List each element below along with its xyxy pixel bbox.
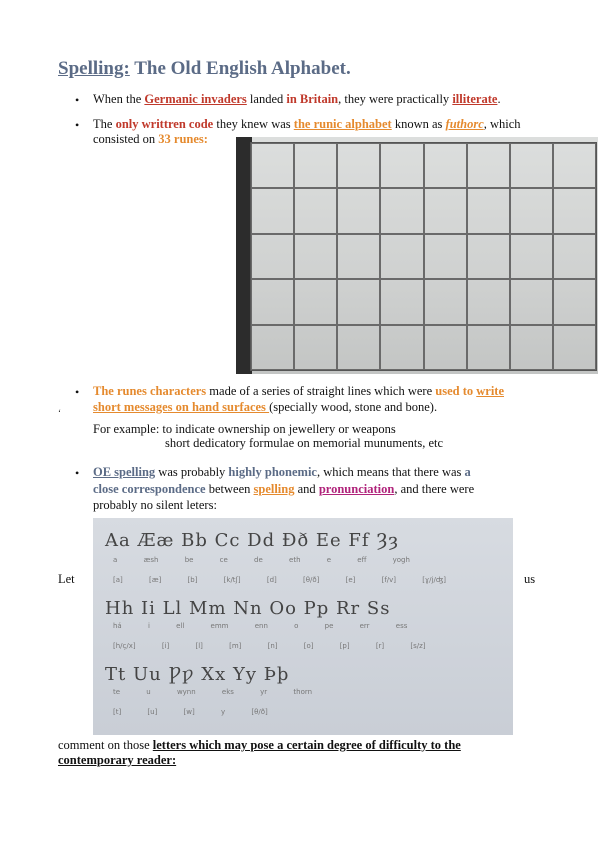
title-spelling: Spelling:	[58, 58, 130, 79]
text: , which means that there was	[316, 465, 465, 479]
text: The	[93, 117, 116, 131]
rune-cell	[337, 279, 380, 324]
text: known as	[391, 117, 446, 131]
rune-cell	[510, 234, 553, 279]
text: .	[497, 92, 501, 106]
rune-cell	[467, 279, 510, 324]
futhorc: futhorc	[445, 117, 484, 131]
rune-cell	[380, 279, 423, 324]
text: , which	[483, 117, 521, 131]
rune-cell	[251, 234, 294, 279]
text: consisted on	[93, 132, 159, 146]
highly-phonemic: highly phonemic	[228, 465, 317, 479]
rune-cell	[553, 234, 596, 279]
runes-characters: The runes characters	[93, 384, 207, 398]
rune-cell	[467, 143, 510, 188]
rune-cell	[294, 325, 337, 370]
only-written-code: only writtren code	[115, 117, 214, 131]
rune-cell	[510, 188, 553, 233]
page-title	[58, 58, 351, 80]
rune-cell	[294, 188, 337, 233]
alphabet-row-3: Tt Uu Ƿƿ Xx Yy Þþ	[105, 664, 290, 685]
paragraph-4-line-2	[93, 482, 474, 497]
rune-cell	[424, 188, 467, 233]
alphabet-row-1-ipa: [a] [æ] [b] [k/tʃ] [d] [θ/ð] [e] [f/v] [ɣ/j/ʤ]	[113, 576, 446, 584]
rune-cell	[251, 143, 294, 188]
bullet: •	[75, 118, 80, 132]
paragraph-2-line-1	[93, 117, 521, 132]
close-correspondence: close correspondence	[93, 482, 206, 496]
rune-table	[250, 142, 597, 371]
paragraph-4-line-1	[93, 465, 471, 480]
rune-cell	[294, 234, 337, 279]
old-english-alphabet-photo	[93, 518, 513, 735]
alphabet-row-1-names: a æsh be ce de eth e eff yogh	[113, 556, 410, 564]
rune-cell	[380, 143, 423, 188]
text: made of a series of straight lines which were	[206, 384, 436, 398]
rune-cell	[380, 325, 423, 370]
rune-cell	[467, 234, 510, 279]
alphabet-row-2-ipa: [h/ç/x] [i] [l] [m] [n] [o] [p] [r] [s/z]	[113, 642, 426, 650]
in-britain: in Britain	[286, 92, 339, 106]
rune-cell	[251, 188, 294, 233]
rune-cell	[337, 143, 380, 188]
illiterate: illiterate	[452, 92, 498, 106]
bullet: •	[75, 466, 80, 480]
text: landed	[246, 92, 287, 106]
text: was probably	[155, 465, 229, 479]
contemporary-reader: contemporary reader:	[58, 753, 177, 767]
let-word: Let	[58, 572, 75, 586]
rune-cell	[424, 279, 467, 324]
rune-cell	[337, 325, 380, 370]
alphabet-row-1: Aa Ææ Bb Cc Dd Đð Ee Ff Ȝȝ	[105, 530, 399, 551]
33-runes: 33 runes:	[158, 132, 208, 146]
spelling: spelling	[253, 482, 295, 496]
rune-cell	[553, 188, 596, 233]
rune-cell	[380, 234, 423, 279]
germanic-invaders: Germanic invaders	[144, 92, 247, 106]
oe-spelling: OE spelling	[93, 465, 156, 479]
write: write	[476, 384, 505, 398]
alphabet-row-2-names: há i ell emm enn o pe err ess	[113, 622, 408, 630]
paragraph-3-line-1	[93, 384, 504, 399]
rune-cell	[553, 143, 596, 188]
text: and	[294, 482, 319, 496]
bullet: •	[75, 385, 80, 399]
short-messages: short messages on hand surfaces	[93, 400, 270, 414]
the-runic-alphabet: the runic alphabet	[293, 117, 392, 131]
rune-cell	[467, 188, 510, 233]
rune-cell	[294, 279, 337, 324]
rune-cell	[467, 325, 510, 370]
bullet: •	[75, 93, 80, 107]
rune-cell	[294, 143, 337, 188]
rune-cell	[380, 188, 423, 233]
text: (specially wood, stone and bone).	[269, 400, 438, 414]
text: , they were practically	[338, 92, 453, 106]
alphabet-row-3-ipa: [t] [u] [w] y [θ/ð]	[113, 708, 268, 716]
rune-cell	[553, 325, 596, 370]
title-rest: The Old English Alphabet.	[134, 58, 351, 79]
text: When the	[93, 92, 145, 106]
paragraph-1	[93, 92, 501, 107]
text: , and there were	[394, 482, 475, 496]
rune-cell	[424, 325, 467, 370]
rune-cell	[510, 325, 553, 370]
rune-cell	[337, 234, 380, 279]
pronunciation: pronunciation	[318, 482, 395, 496]
alphabet-row-2: Hh Ii Ll Mm Nn Oo Pp Rr Ss	[105, 598, 391, 619]
rune-cell	[510, 279, 553, 324]
paragraph-3-line-2	[93, 400, 437, 415]
text: between	[205, 482, 254, 496]
alphabet-row-3-names: te u wynn eks yr thorn	[113, 688, 313, 696]
text: comment on those	[58, 738, 153, 752]
example-line-1: For example: to indicate ownership on jewellery or weapons	[93, 422, 396, 436]
us-word: us	[524, 572, 536, 586]
example-line-2: short dedicatory formulae on memorial munuments, etc	[165, 436, 444, 450]
rune-cell	[251, 325, 294, 370]
rune-cell	[553, 279, 596, 324]
runic-alphabet-photo	[236, 137, 598, 374]
rune-cell	[424, 143, 467, 188]
rune-cell	[337, 188, 380, 233]
rune-cell	[251, 279, 294, 324]
difficult-letters: letters which may pose a certain degree of difficulty to the	[152, 738, 461, 752]
paragraph-4-line-3: probably no silent leters:	[93, 498, 217, 512]
a: a	[464, 465, 471, 479]
paragraph-2-line-2	[93, 132, 208, 147]
text: they knew was	[213, 117, 294, 131]
rune-cell	[424, 234, 467, 279]
comment-line-2	[58, 753, 176, 768]
stray-mark: ʻ	[58, 408, 61, 418]
used-to: used to	[435, 384, 477, 398]
rune-cell	[510, 143, 553, 188]
comment-line-1	[58, 738, 461, 753]
